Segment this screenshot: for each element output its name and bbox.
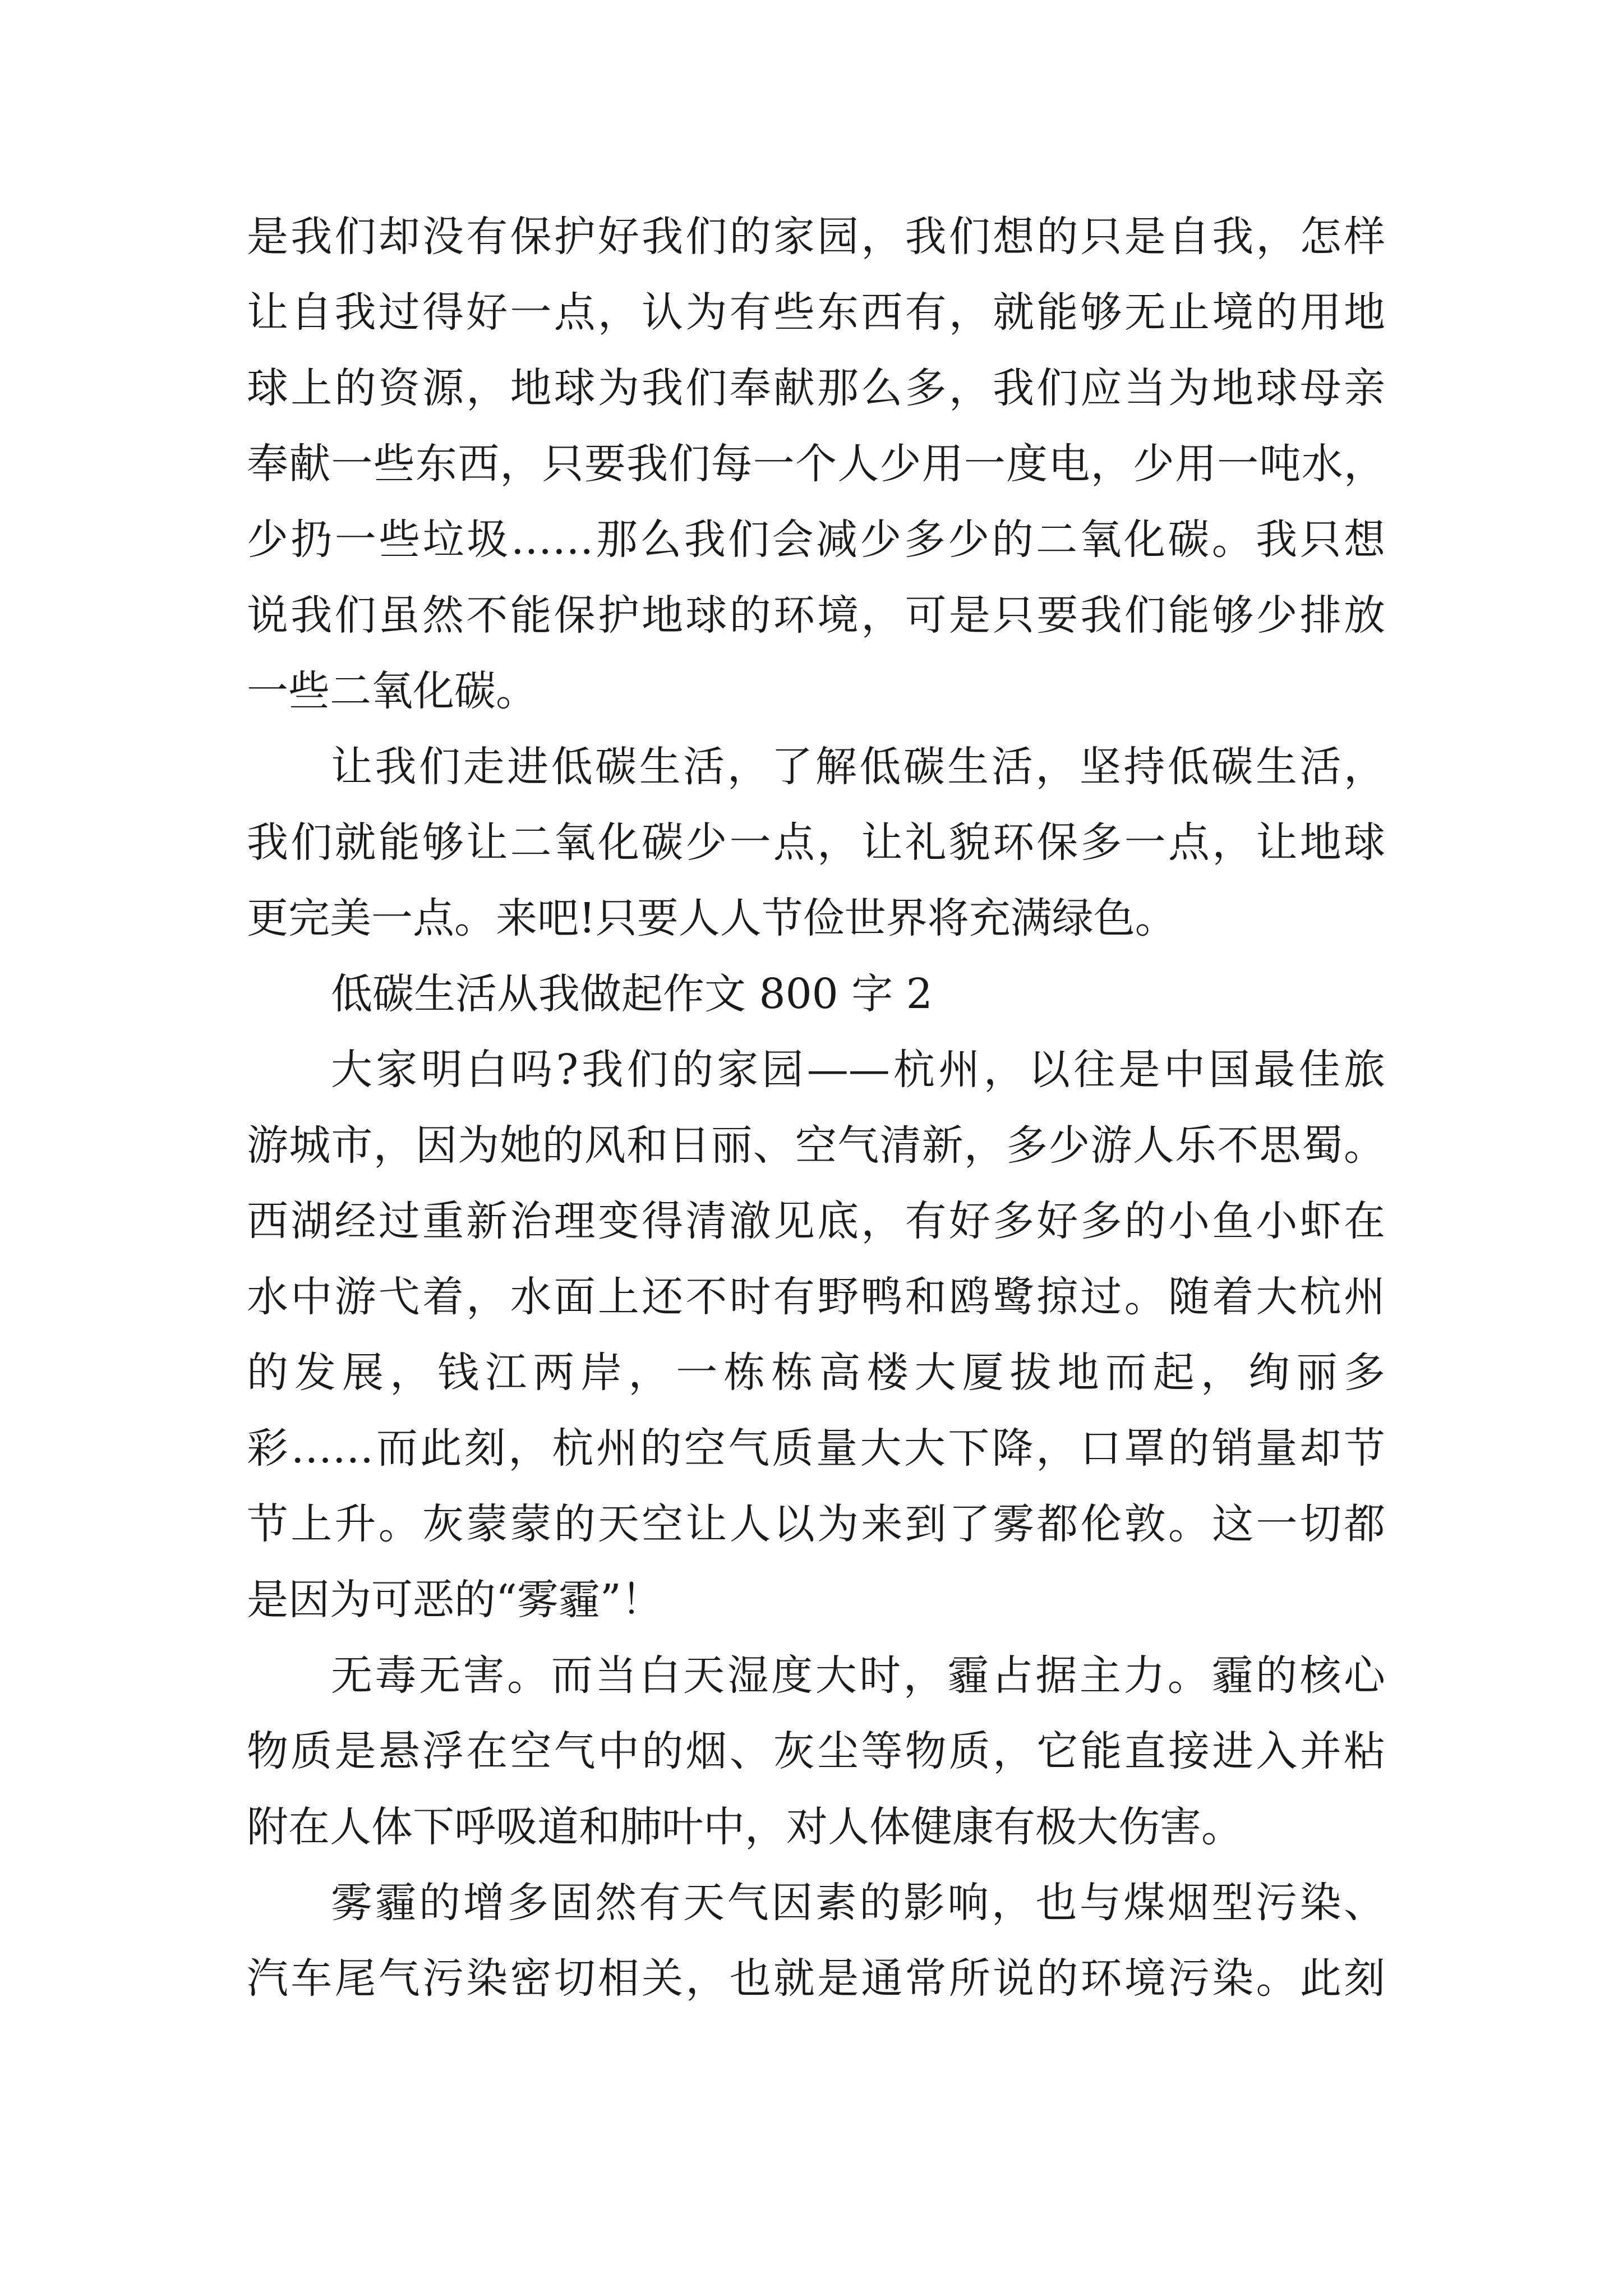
text-line: 雾霾的增多固然有天气因素的影响，也与煤烟型污染、 (331, 1879, 1385, 1927)
text-line: 大家明白吗?我们的家园——杭州，以往是中国最佳旅 (331, 1046, 1385, 1094)
text-line: 让自我过得好一点，认为有些东西有，就能够无止境的用地 (247, 288, 1385, 337)
text-line: 让我们走进低碳生活，了解低碳生活，坚持低碳生活， (331, 743, 1385, 791)
text-line: 西湖经过重新治理变得清澈见底，有好多好多的小鱼小虾在 (247, 1197, 1385, 1245)
text-line: 无毒无害。而当白天湿度大时，霾占据主力。霾的核心 (331, 1651, 1385, 1700)
section-title: 低碳生活从我做起作文 800 字 2 (331, 970, 933, 1018)
text-line: 物质是悬浮在空气中的烟、灰尘等物质，它能直接进入并粘 (247, 1727, 1385, 1775)
text-line: 汽车尾气污染密切相关，也就是通常所说的环境污染。此刻 (247, 1954, 1385, 2003)
text-line: 一些二氧化碳。 (247, 667, 537, 715)
text-line: 是因为可恶的“雾霾”！ (247, 1576, 663, 1624)
text-line: 的发展，钱江两岸，一栋栋高楼大厦拔地而起，绚丽多 (247, 1349, 1385, 1397)
text-line: 彩……而此刻，杭州的空气质量大大下降，口罩的销量却节 (247, 1424, 1385, 1473)
text-line: 水中游弋着，水面上还不时有野鸭和鸥鹭掠过。随着大杭州 (247, 1273, 1385, 1321)
text-line: 附在人体下呼吸道和肺叶中，对人体健康有极大伤害。 (247, 1803, 1243, 1851)
text-line: 是我们却没有保护好我们的家园，我们想的只是自我，怎样 (247, 213, 1385, 261)
text-line: 球上的资源，地球为我们奉献那么多，我们应当为地球母亲 (247, 364, 1385, 412)
text-line: 少扔一些垃圾……那么我们会减少多少的二氧化碳。我只想 (247, 516, 1385, 564)
text-line: 游城市，因为她的风和日丽、空气清新，多少游人乐不思蜀。 (247, 1121, 1385, 1170)
text-line: 节上升。灰蒙蒙的天空让人以为来到了雾都伦敦。这一切都 (247, 1500, 1385, 1548)
document-body (247, 199, 1385, 2017)
text-line: 说我们虽然不能保护地球的环境，可是只要我们能够少排放 (247, 591, 1385, 639)
text-line: 更完美一点。来吧!只要人人节俭世界将充满绿色。 (247, 894, 1177, 942)
text-line: 奉献一些东西，只要我们每一个人少用一度电，少用一吨水， (247, 440, 1385, 488)
text-line: 我们就能够让二氧化碳少一点，让礼貌环保多一点，让地球 (247, 818, 1385, 867)
